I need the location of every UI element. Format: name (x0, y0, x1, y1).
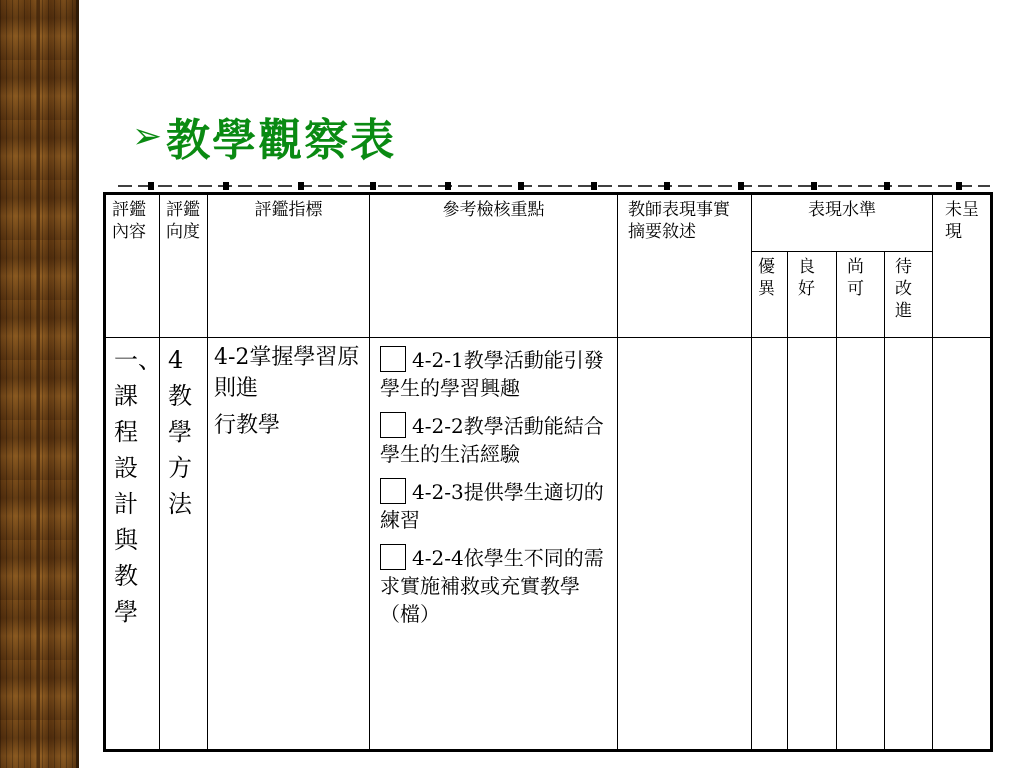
header-teacher-summary: 教師表現事實摘要敘述 (618, 194, 752, 338)
header-level-fair: 尚可 (837, 252, 885, 338)
row-dimension: 4教學方法 (160, 338, 208, 751)
checkpoint-item (380, 412, 609, 468)
row-content: 一、課程設計與教學 (105, 338, 160, 751)
header-checkpoints: 參考檢核重點 (370, 194, 618, 338)
not-shown-cell[interactable] (933, 338, 992, 751)
observation-table (103, 192, 993, 752)
header-level-improve: 待改進 (885, 252, 933, 338)
wood-edge (76, 0, 79, 768)
header-content: 評鑑內容 (105, 194, 160, 338)
level-good-cell[interactable] (788, 338, 837, 751)
header-indicator: 評鑑指標 (208, 194, 370, 338)
indicator-line-2: 行教學 (214, 413, 281, 438)
checkpoint-text: 4-2-2教學活動能結合學生的生活經驗 (380, 414, 604, 466)
title-text: 教學觀察表 (166, 115, 397, 166)
header-level-good: 良好 (788, 252, 837, 338)
checkbox[interactable] (380, 478, 406, 504)
arrow-bullet-icon: ➢ (132, 115, 163, 157)
checkbox[interactable] (380, 544, 406, 570)
dashed-rule (118, 182, 990, 186)
checkbox[interactable] (380, 412, 406, 438)
checkpoint-text: 4-2-3提供學生適切的練習 (380, 480, 604, 532)
checkpoint-text: 4-2-4依學生不同的需求實施補救或充實教學（檔） (380, 546, 604, 626)
checkpoint-text: 4-2-1教學活動能引發學生的學習興趣 (380, 348, 604, 400)
level-fair-cell[interactable] (837, 338, 885, 751)
indicator-line-1: 4-2掌握學習原則進 (214, 345, 360, 401)
row-checkpoints (370, 338, 618, 751)
teacher-summary-cell[interactable] (618, 338, 752, 751)
row-indicator (208, 338, 370, 751)
checkpoint-item (380, 544, 609, 628)
level-improve-cell[interactable] (885, 338, 933, 751)
header-dimension: 評鑑向度 (160, 194, 208, 338)
header-level-excellent: 優異 (752, 252, 788, 338)
level-excellent-cell[interactable] (752, 338, 788, 751)
header-performance-level: 表現水準 (752, 194, 933, 252)
checkpoint-item (380, 478, 609, 534)
wood-divider (37, 0, 40, 768)
checkbox[interactable] (380, 346, 406, 372)
slide-title (132, 106, 396, 166)
checkpoint-item (380, 346, 609, 402)
header-not-shown: 未呈現 (933, 194, 992, 338)
